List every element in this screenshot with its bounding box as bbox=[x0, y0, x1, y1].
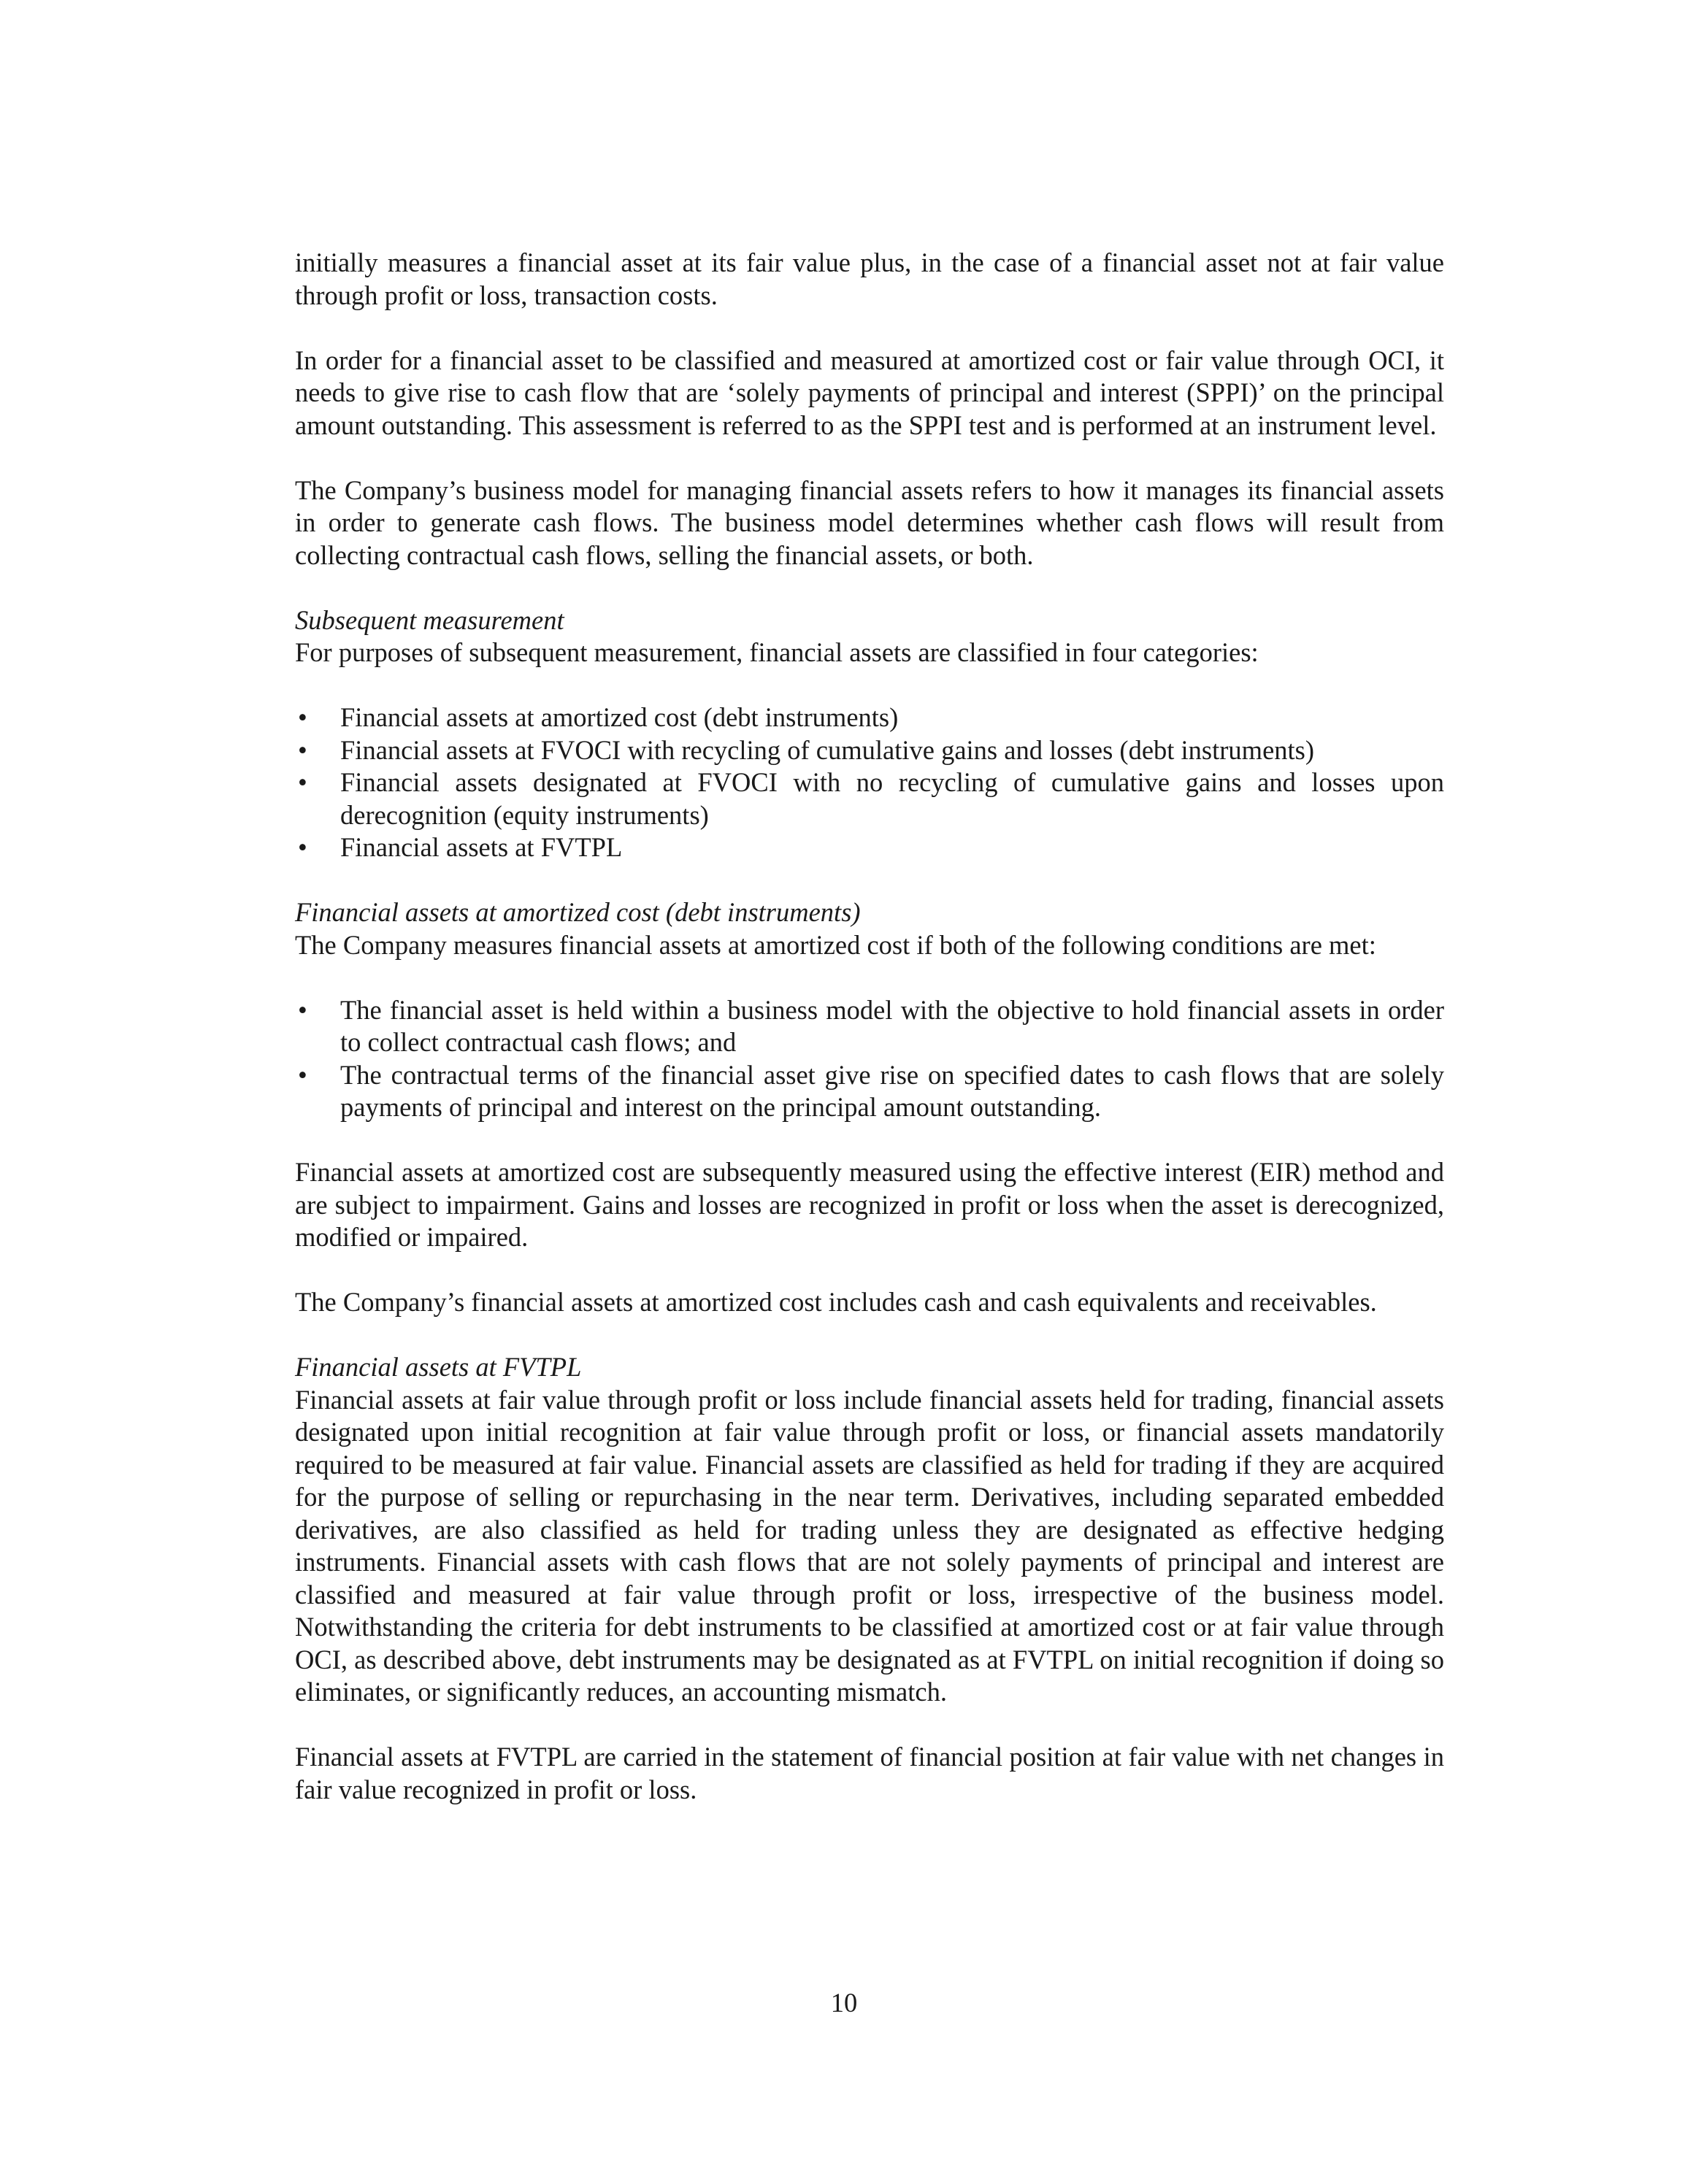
heading-amortized-cost: Financial assets at amortized cost (debt instruments) bbox=[295, 897, 861, 927]
paragraph-fvtpl-body: Financial assets at fair value through profit or loss include financial assets held for trading, financial assets designated upon initial recognition at fair value through profit or loss, or financial assets mandatorily required to be measured at fair value. Financial assets are classified as held for trading if they are acquired for the purpose of selling or repurchasing in the near term. Derivatives, including separated embedded derivatives, are also classified as held for trading unless they are designated as effective hedging instruments. Financial assets with cash flows that are not solely payments of principal and interest are classified and measured at fair value through profit or loss, irrespective of the business model. Notwithstanding the criteria for debt instruments to be classified at amortized cost or at fair value through OCI, as described above, debt instruments may be designated as at FVTPL on initial recognition if doing so eliminates, or significantly reduces, an accounting mismatch. bbox=[295, 1384, 1444, 1707]
list-item: • The contractual terms of the financial asset give rise on specified dates to cash flows that are solely payments of principal and interest on the principal amount outstanding. bbox=[295, 1059, 1444, 1124]
list-item: • Financial assets at FVTPL bbox=[295, 831, 1444, 864]
list-item: • Financial assets at FVOCI with recycling of cumulative gains and losses (debt instruments) bbox=[295, 734, 1444, 767]
page-number: 10 bbox=[830, 1988, 858, 2018]
heading-fvtpl: Financial assets at FVTPL bbox=[295, 1352, 582, 1382]
paragraph-initial-measurement: initially measures a financial asset at its fair value plus, in the case of a financial asset not at fair value through profit or loss, transaction costs. bbox=[295, 247, 1444, 310]
paragraph-amortized-includes: The Company’s financial assets at amortized cost includes cash and cash equivalents and receivables. bbox=[295, 1287, 1377, 1317]
heading-subsequent-measurement: Subsequent measurement bbox=[295, 604, 564, 635]
paragraph-business-model: The Company’s business model for managing financial assets refers to how it manages its financial assets in order to generate cash flows. The business model determines whether cash flows will result from collecting contractual cash flows, selling the financial assets, or both. bbox=[295, 474, 1444, 570]
list-categories bbox=[295, 701, 1444, 864]
document-body bbox=[295, 247, 1444, 1806]
paragraph-fvtpl-carried: Financial assets at FVTPL are carried in the statement of financial position at fair value with net changes in fair value recognized in profit or loss. bbox=[295, 1742, 1444, 1804]
list-conditions bbox=[295, 994, 1444, 1124]
list-item: • Financial assets designated at FVOCI with no recycling of cumulative gains and losses upon derecognition (equity instruments) bbox=[295, 766, 1444, 831]
list-item: • The financial asset is held within a business model with the objective to hold financial assets in order to collect contractual cash flows; and bbox=[295, 994, 1444, 1059]
paragraph-amortized-intro: The Company measures financial assets at amortized cost if both of the following conditions are met: bbox=[295, 929, 1376, 960]
paragraph-amortized-measurement: Financial assets at amortized cost are subsequently measured using the effective interest (EIR) method and are subject to impairment. Gains and losses are recognized in profit or loss when the asset is derecognized, modified or impaired. bbox=[295, 1157, 1444, 1252]
list-item: • Financial assets at amortized cost (debt instruments) bbox=[295, 701, 1444, 734]
paragraph-subsequent-intro: For purposes of subsequent measurement, financial assets are classified in four categories: bbox=[295, 637, 1259, 667]
paragraph-sppi: In order for a financial asset to be classified and measured at amortized cost or fair value through OCI, it needs to give rise to cash flow that are ‘solely payments of principal and interest (SPPI)’ on the principal amount outstanding. This assessment is referred to as the SPPI test and is performed at an instrument level. bbox=[295, 345, 1444, 440]
